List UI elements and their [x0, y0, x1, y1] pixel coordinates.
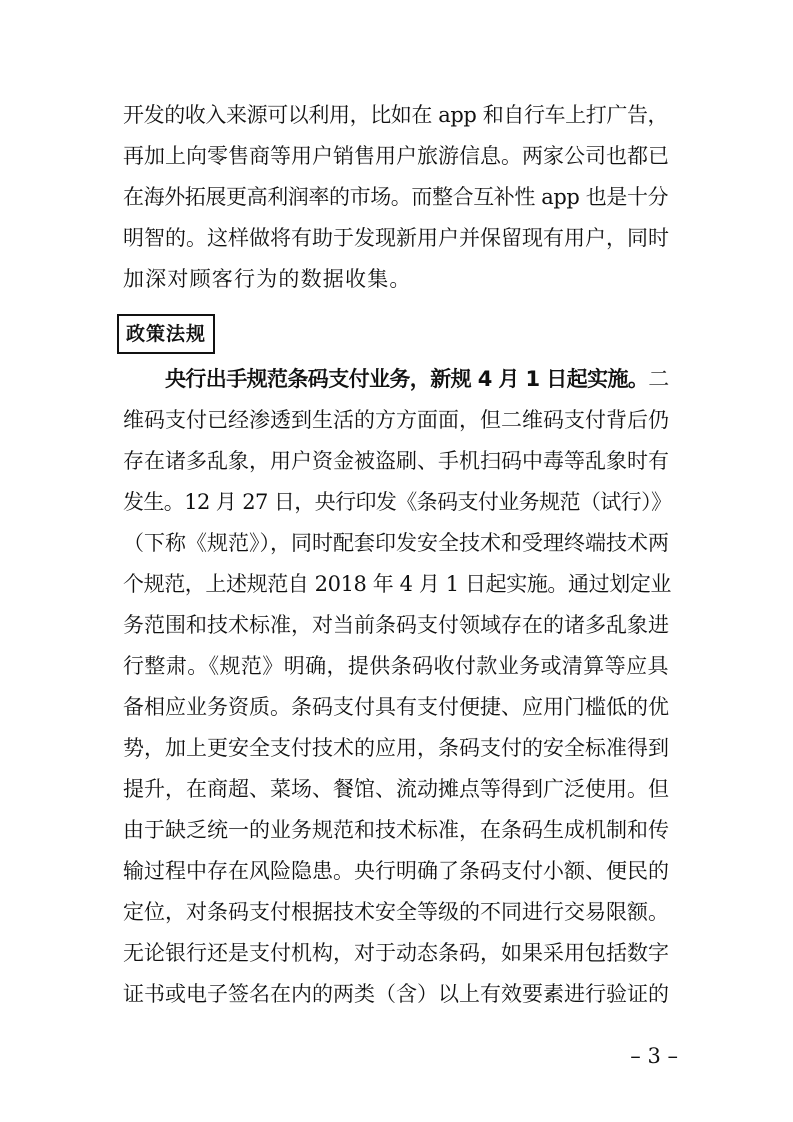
paragraph-line: 存在诸多乱象，用户资金被盗刷、手机扫码中毒等乱象时有	[123, 449, 669, 473]
paragraph-line: 加深对顾客行为的数据收集。	[123, 267, 412, 291]
paragraph-line: 再加上向零售商等用户销售用户旅游信息。两家公司也都已	[123, 144, 669, 168]
paragraph-line: 由于缺乏统一的业务规范和技术标准，在条码生成机制和传	[123, 818, 669, 842]
paragraph-line: 在海外拓展更高利润率的市场。而整合互补性 app 也是十分	[123, 185, 669, 209]
paragraph-line: 证书或电子签名在内的两类（含）以上有效要素进行验证的	[123, 982, 669, 1006]
paragraph-line: 开发的收入来源可以利用，比如在 app 和自行车上打广告，	[123, 103, 669, 127]
paragraph-line: 定位，对条码支付根据技术安全等级的不同进行交易限额。	[123, 900, 669, 924]
paragraph-line: （下称《规范》），同时配套印发安全技术和受理终端技术两	[123, 531, 669, 555]
paragraph-line: 个规范，上述规范自 2018 年 4 月 1 日起实施。通过划定业	[123, 572, 672, 596]
paragraph-line: 行整肃。《规范》明确，提供条码收付款业务或清算等应具	[123, 654, 669, 678]
lead-continuation: 二	[648, 367, 669, 391]
paragraph-line: 发生。12 月 27 日，央行印发《条码支付业务规范（试行）》	[123, 490, 672, 514]
paragraph-line: 无论银行还是支付机构，对于动态条码，如果采用包括数字	[123, 941, 669, 965]
paragraph-line: 势，加上更安全支付技术的应用，条码支付的安全标准得到	[123, 736, 669, 760]
page-number: – 3 –	[630, 1044, 678, 1068]
paragraph-line: 明智的。这样做将有助于发现新用户并保留现有用户，同时	[123, 226, 669, 250]
paragraph-line: 务范围和技术标准，对当前条码支付领域存在的诸多乱象进	[123, 613, 669, 637]
lead-sentence: 央行出手规范条码支付业务，新规 4 月 1 日起实施。	[165, 367, 649, 391]
section-heading: 政策法规	[117, 314, 215, 354]
paragraph-line: 维码支付已经渗透到生活的方方面面，但二维码支付背后仍	[123, 408, 669, 432]
paragraph-line: 提升，在商超、菜场、餐馆、流动摊点等得到广泛使用。但	[123, 777, 669, 801]
paragraph-lead-line	[165, 364, 671, 394]
paragraph-line: 备相应业务资质。条码支付具有支付便捷、应用门槛低的优	[123, 695, 669, 719]
paragraph-line: 输过程中存在风险隐患。央行明确了条码支付小额、便民的	[123, 859, 669, 883]
